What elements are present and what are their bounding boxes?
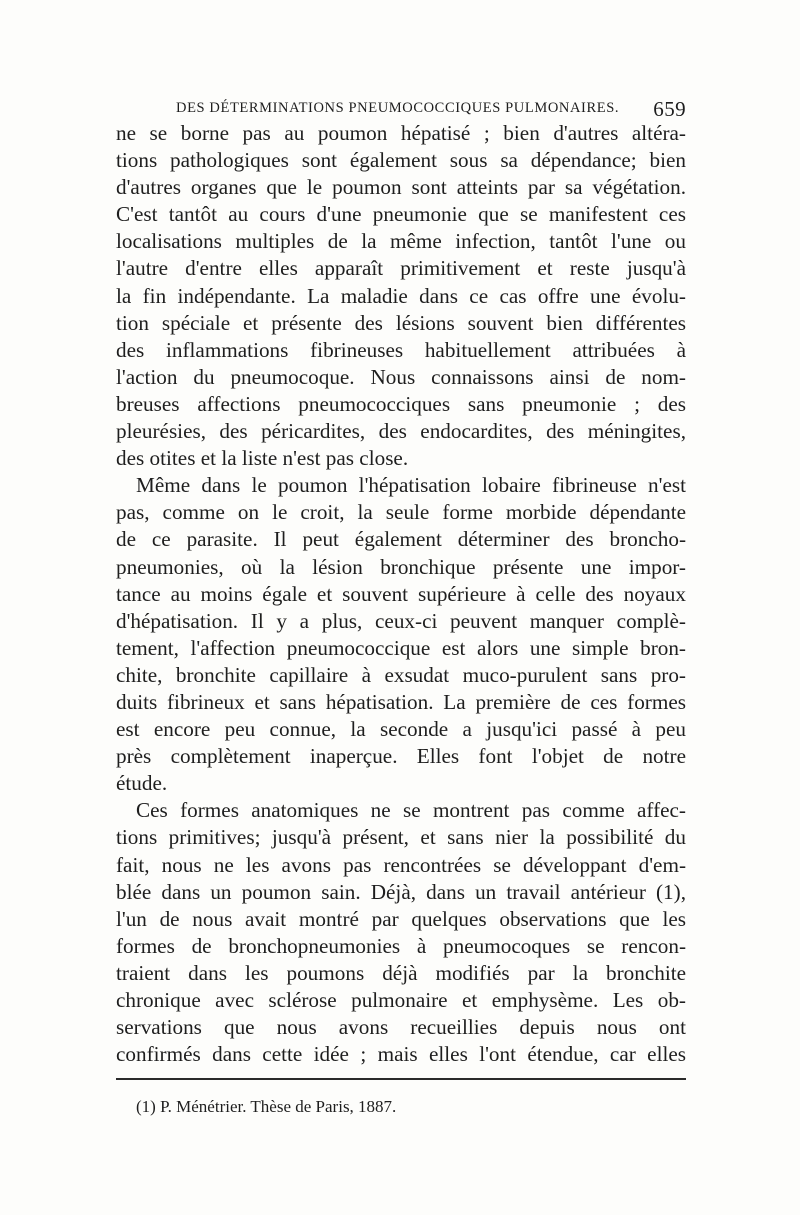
text-line: l'un de nous avait montré par quelques observations que les — [116, 906, 686, 931]
text-line: fait, nous ne les avons pas rencontrées se développant d'em- — [116, 852, 686, 877]
text-line: tance au moins égale et souvent supérieure à celle des noyaux — [116, 581, 686, 606]
paragraph-end-line: des otites et la liste n'est pas close. — [116, 446, 409, 471]
paragraph-start-line: Ces formes anatomiques ne se montrent pas comme affec- — [136, 798, 686, 823]
text-line: la fin indépendante. La maladie dans ce cas offre une évolu- — [116, 283, 686, 308]
text-line: est encore peu connue, la seconde a jusqu'ici passé à peu — [116, 717, 686, 742]
text-line: duits fibrineux et sans hépatisation. La première de ces formes — [116, 689, 686, 714]
text-line: pneumonies, où la lésion bronchique présente une impor- — [116, 554, 686, 579]
text-line: pas, comme on le croit, la seule forme morbide dépendante — [116, 500, 686, 525]
running-title: DES DÉTERMINATIONS PNEUMOCOCCIQUES PULMONAIRES. — [176, 100, 620, 116]
footnote: (1) P. Ménétrier. Thèse de Paris, 1887. — [136, 1097, 397, 1116]
footnote-divider — [116, 1078, 686, 1080]
page-number: 659 — [653, 97, 686, 121]
text-line: près complètement inaperçue. Elles font l'objet de notre — [116, 744, 686, 769]
text-line: pleurésies, des péricardites, des endocardites, des méningites, — [116, 419, 686, 444]
text-line: localisations multiples de la même infection, tantôt l'une ou — [116, 229, 686, 254]
text-line: chronique avec sclérose pulmonaire et emphysème. Les ob- — [116, 988, 686, 1012]
paragraph-start-line: Même dans le poumon l'hépatisation lobaire fibrineuse n'est — [136, 473, 686, 498]
text-line: des inflammations fibrineuses habituellement attribuées à — [116, 337, 686, 362]
text-line: C'est tantôt au cours d'une pneumonie que se manifestent ces — [116, 202, 686, 227]
paragraph-end-line: étude. — [116, 771, 168, 796]
text-line: breuses affections pneumococciques sans pneumonie ; des — [116, 391, 686, 416]
text-line: servations que nous avons recueillies depuis nous ont — [116, 1015, 686, 1040]
text-line: chite, bronchite capillaire à exsudat muco-purulent sans pro- — [116, 662, 686, 687]
text-line: ne se borne pas au poumon hépatisé ; bien d'autres altéra- — [116, 121, 686, 145]
body-text — [116, 120, 686, 1068]
text-line: d'hépatisation. Il y a plus, ceux-ci peuvent manquer complè- — [116, 608, 686, 633]
text-line: formes de bronchopneumonies à pneumocoques se rencon- — [116, 933, 686, 958]
text-line: tion spéciale et présente des lésions souvent bien différentes — [116, 310, 686, 335]
text-line: tement, l'affection pneumococcique est alors une simple bron- — [116, 635, 686, 660]
text-line: l'autre d'entre elles apparaît primitivement et reste jusqu'à — [116, 256, 686, 281]
text-line: blée dans un poumon sain. Déjà, dans un travail antérieur (1), — [116, 879, 686, 904]
text-line: l'action du pneumocoque. Nous connaissons ainsi de nom- — [116, 364, 686, 389]
text-line: traient dans les poumons déjà modifiés par la bronchite — [116, 960, 686, 985]
text-line: d'autres organes que le poumon sont atteints par sa végétation. — [116, 175, 686, 200]
text-line: tions pathologiques sont également sous sa dépendance; bien — [116, 148, 686, 173]
text-line: confirmés dans cette idée ; mais elles l'ont étendue, car elles — [116, 1042, 686, 1067]
text-line: tions primitives; jusqu'à présent, et sans nier la possibilité du — [116, 825, 686, 850]
text-line: de ce parasite. Il peut également déterminer des broncho- — [116, 527, 686, 552]
